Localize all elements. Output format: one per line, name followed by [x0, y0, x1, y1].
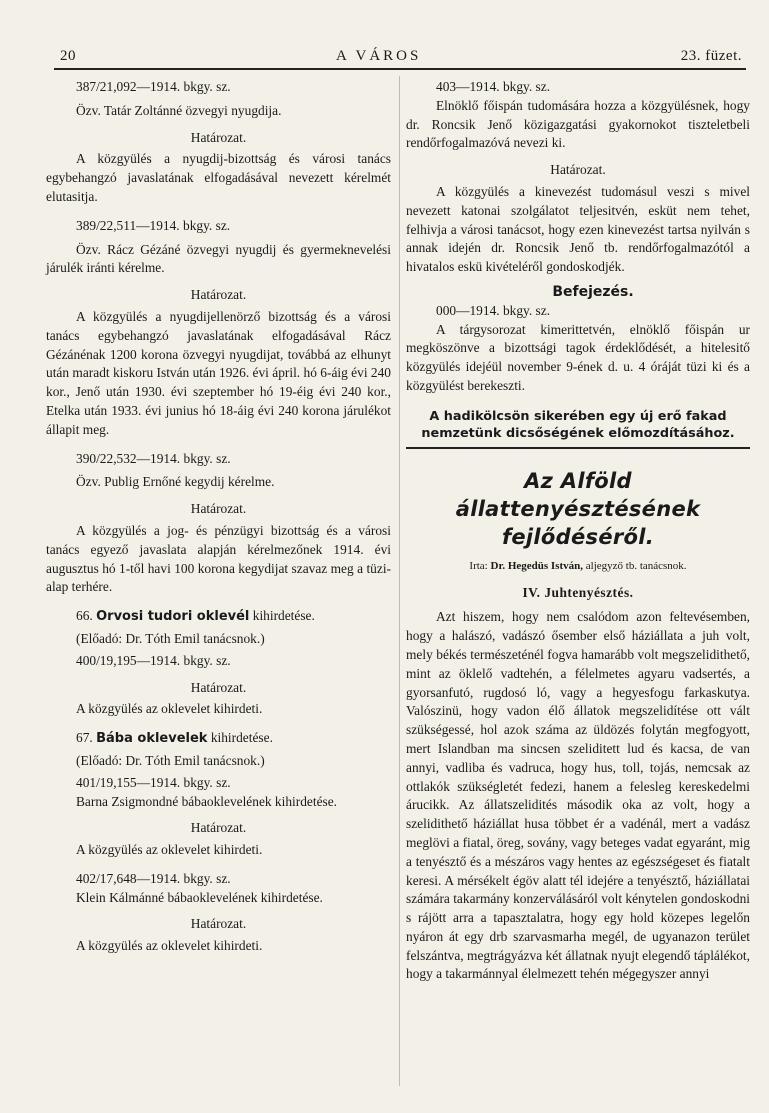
issue-number: 23. füzet. — [680, 48, 742, 64]
right-column — [406, 78, 750, 984]
entry-ref: 387/21,092—1914. bkgy. sz. — [76, 79, 231, 94]
resolution-heading: Határozat. — [550, 162, 606, 178]
resolution-heading: Határozat. — [190, 129, 247, 145]
newspaper-page — [46, 0, 752, 1113]
entry-subject: Özv. Tatár Zoltánné özvegyi nyugdija. — [76, 102, 282, 118]
closing-text: A tárgysorozat kimerittetvén, elnöklő főispán ur megköszönve a bizottsági tagok érdeklődését, a hitelesitő közgyülés idejéül november 9-ének d. u. 4 óráját tüzi ki és a közgyülést berekeszti. — [406, 321, 750, 393]
resolution-heading: Határozat. — [190, 679, 247, 695]
rapporteur: (Előadó: Dr. Tóth Emil tanácsnok.) — [76, 630, 265, 646]
closing-heading: Befejezés. — [552, 283, 634, 300]
entry-ref: 000—1914. bkgy. sz. — [436, 302, 551, 318]
agenda-item-title: Orvosi tudori oklevél — [96, 609, 250, 625]
entry-ref: 401/19,155—1914. bkgy. sz. — [76, 774, 231, 790]
entry-subject: Barna Zsigmondné bábaoklevelének kihirdetése. — [76, 793, 338, 809]
war-loan-slogan: A hadikölcsön sikerében egy új erő fakad nemzetünk dicsőségének előmozdításához. — [406, 408, 750, 449]
resolution-text: A közgyülés a kinevezést tudomásul veszi s mivel nevezett katonai szolgálatot teljesitvén, esküt nem tehet, felhivja a városi tanácsot, hogy ezen kinevezést tartsa nyilván s annak idején dr. Roncsik Jenő tb. rendőrfogalmazótól a hivatalos eskü kivételéről gondoskodjék. — [406, 183, 750, 275]
resolution-heading: Határozat. — [190, 287, 247, 303]
resolution-heading: Határozat. — [190, 820, 247, 836]
page-header — [46, 44, 752, 66]
resolution-heading: Határozat. — [190, 916, 247, 932]
agenda-item-67: 67. Bába oklevelek kihirdetése. — [76, 730, 273, 747]
entry-subject: Klein Kálmánné bábaoklevelének kihirdetése. — [76, 889, 323, 905]
resolution-text: A közgyülés a nyugdij-bizottság és városi tanács egybehangzó javaslatának elfogadásával nevezett kérelmét elutasitja. — [46, 151, 391, 204]
rapporteur: (Előadó: Dr. Tóth Emil tanácsnok.) — [76, 752, 265, 768]
entry-ref: 403—1914. bkgy. sz. — [436, 79, 551, 94]
entry-subject: Özv. Rácz Gézáné özvegyi nyugdij és gyermeknevelési járulék iránti kérelme. — [46, 241, 391, 276]
entry-ref: 400/19,195—1914. bkgy. sz. — [76, 652, 231, 668]
journal-title: A VÁROS — [336, 48, 422, 64]
article-author: Irta: Dr. Hegedüs István, aljegyző tb. tanácsnok. — [469, 559, 687, 572]
page-number: 20 — [60, 48, 76, 64]
resolution-text: A közgyülés az oklevelet kihirdeti. — [76, 701, 263, 717]
resolution-text: A közgyülés a nyugdijellenörző bizottság és a városi tanács egybehangzó javaslatának elfogadásával Rácz Gézánénak 1200 korona özvegyi nyugdijat, továbbá az elhunyt után maradt kiskoru István után 1926. évi ápril. hó 6-áig évi 240 kor., Jenő után 1930. évi szeptember hó 19-éig évi 240 kor., Etelka után 1933. évi junius hó 18-áig évi 240 korona járulékot állapit meg. — [46, 308, 391, 437]
entry-ref: 390/22,532—1914. bkgy. sz. — [76, 450, 231, 466]
column-divider — [399, 76, 400, 1086]
announcement-text: Elnöklő főispán tudomására hozza a közgyülésnek, hogy dr. Roncsik Jenő közigazgatási gyakornokot tiszteletbeli rendőrfogalmazóvá nevezi ki. — [406, 97, 750, 151]
agenda-item-66: 66. Orvosi tudori oklevél kihirdetése. — [76, 608, 315, 625]
entry-ref: 402/17,648—1914. bkgy. sz. — [76, 870, 231, 886]
resolution-text: A közgyülés a jog- és pénzügyi bizottság és a városi tanács egyező javaslata alapján kérelmezőnek 1914. évi augusztus hó 1-től havi 100 korona kegydijat szavaz meg a tüzi-alap terhére. — [46, 522, 391, 595]
entry-ref: 389/22,511—1914. bkgy. sz. — [76, 217, 231, 233]
article-body: Azt hiszem, hogy nem csalódom azon feltevésemben, hogy a halászó, vadászó ősember első háziállata a juh volt, mely békés természeténél fogva hamarább volt megszelidithető, mint az öklelő vadtehén, a félelmetes agyaru vadsertés, a gyorsanfutó, rugdosó ló, vagy a hegyesfogu farkaskutya. Valószinü, hogy vadon élő állatok megszelidítése ott vált szükségessé, hol azok száma az üldözés folytán megfogyott, mert Islandban ma sincsen szeliditett lud és kacsa, de van annyi, vadliba és vadruca, hogy hus, toll, tojás, nemcsak az ottlakók szükségletét fedezi, hanem a felesleg kereskedelmi árucikk. Az állatszelidités második oka az volt, hogy a szelidithető háziállat husa többet ér a vadénál, mert a vadász meglövi a fiatal, öreg, sovány, vagy beteges vadat egyaránt, mig a tenyésztő és a mészáros vagy hentes az egészségeset és fiatalt keresi. A mérsékelt égöv alatt tél idejére a tenyésztő, háziállatai számára takarmány konzerválásáról volt kénytelen gondoskodni s rájött arra a tapasztalatra, hogy egy hold közepes legelőn nyáron át egy drb szarvasmarha megél, de ugyanazon terület felszántva, megtrágyázva két állatnak nyujt elegendő táplálékot, hogy a takarmánnyal élelmezett tehén mégegyszer annyi — [406, 609, 750, 982]
resolution-heading: Határozat. — [190, 501, 247, 517]
header-rule — [54, 68, 746, 70]
entry-subject: Özv. Publig Ernőné kegydij kérelme. — [76, 474, 275, 490]
chapter-heading: IV. Juhtenyésztés. — [522, 584, 634, 600]
resolution-text: A közgyülés az oklevelet kihirdeti. — [76, 842, 263, 858]
left-column — [46, 78, 391, 956]
article-title: Az Alföld állattenyésztésének fejlődéséről. — [455, 468, 701, 549]
agenda-item-title: Bába oklevelek — [96, 731, 208, 747]
resolution-text: A közgyülés az oklevelet kihirdeti. — [76, 938, 263, 954]
